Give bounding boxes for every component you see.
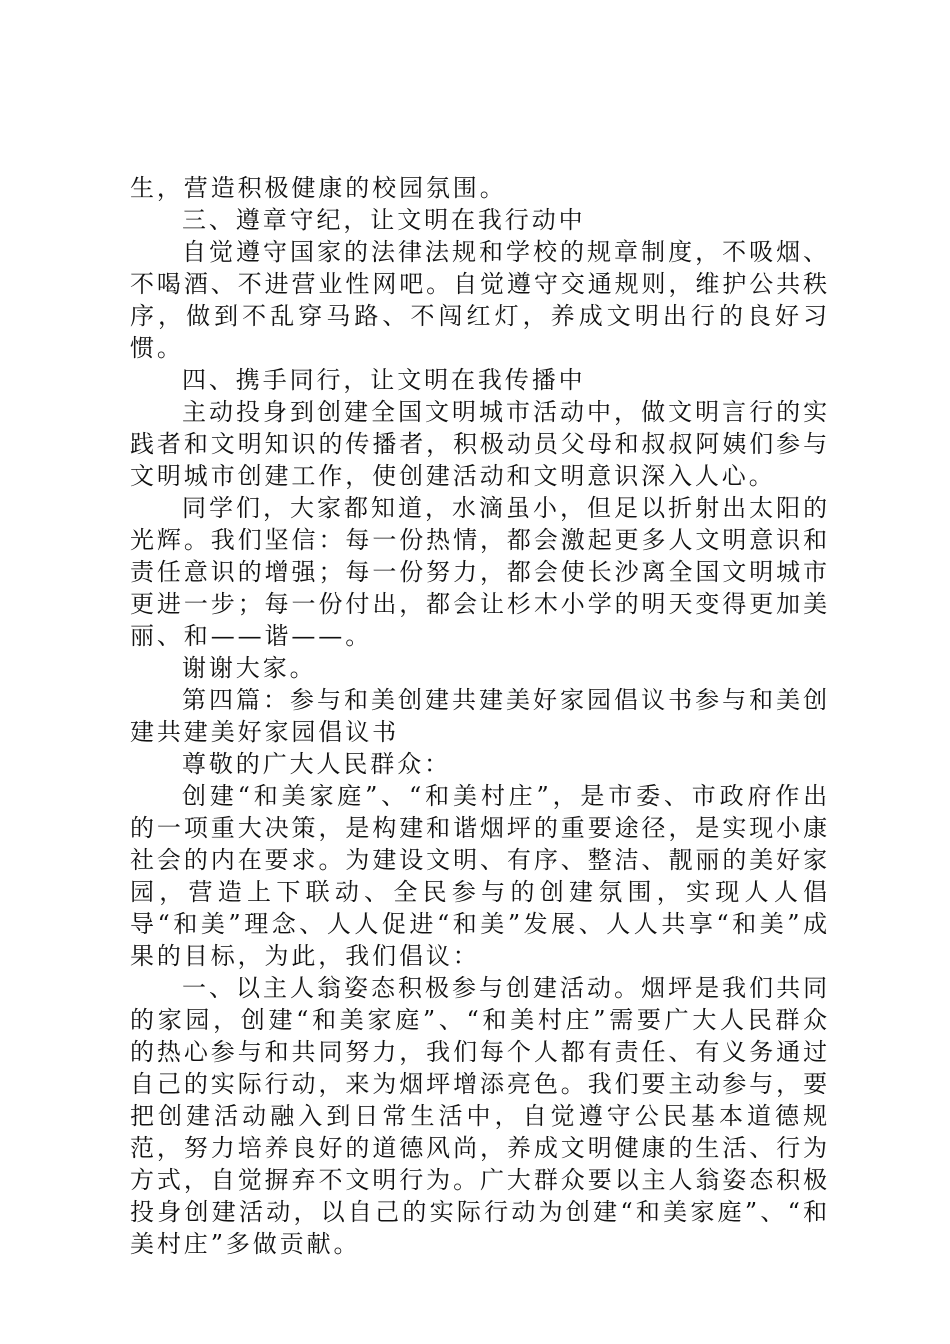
section-heading-three: 三、遵章守纪，让文明在我行动中 bbox=[182, 206, 586, 234]
paragraph-proposal-one: 一、以主人翁姿态积极参与创建活动。烟坪是我们共同的家园，创建“和美家庭”、“和美村庄”需要广大人民群众的热心参与和共同努力，我们每个人都有责任、有义务通过自己的实际行动，来为烟坪增添亮色。我们要主动参与，要把创建活动融入到日常生活中，自觉遵守公民基本道德规范，努力培养良好的道德风尚，养成文明健康的生活、行为方式，自觉摒弃不文明行为。广大群众要以主人翁姿态积极投身创建活动，以自己的实际行动为创建“和美家庭”、“和美村庄”多做贡献。 bbox=[130, 974, 830, 1258]
document-body bbox=[130, 172, 830, 1260]
paragraph-initiative-intro: 创建“和美家庭”、“和美村庄”，是市委、市政府作出的一项重大决策，是构建和谐烟坪的重要途径，是实现小康社会的内在要求。为建设文明、有序、整洁、靓丽的美好家园，营造上下联动、全民参与的创建氛围，实现人人倡导“和美”理念、人人促进“和美”发展、人人共享“和美”成果的目标，为此，我们倡议： bbox=[130, 782, 830, 970]
salutation: 尊敬的广大人民群众： bbox=[182, 750, 451, 778]
paragraph-thanks: 谢谢大家。 bbox=[182, 654, 317, 682]
article-four-title: 第四篇：参与和美创建共建美好家园倡议书参与和美创建共建美好家园倡议书 bbox=[130, 686, 830, 746]
paragraph-continuation: 生，营造积极健康的校园氛围。 bbox=[130, 174, 507, 202]
paragraph-obey-rules: 自觉遵守国家的法律法规和学校的规章制度，不吸烟、不喝酒、不进营业性网吧。自觉遵守交通规则，维护公共秩序，做到不乱穿马路、不闯红灯，养成文明出行的良好习惯。 bbox=[130, 238, 830, 362]
paragraph-spread-civility: 主动投身到创建全国文明城市活动中，做文明言行的实践者和文明知识的传播者，积极动员父母和叔叔阿姨们参与文明城市创建工作，使创建活动和文明意识深入人心。 bbox=[130, 398, 830, 490]
paragraph-closing-remarks: 同学们，大家都知道，水滴虽小，但足以折射出太阳的光辉。我们坚信：每一份热情，都会激起更多人文明意识和责任意识的增强；每一份努力，都会使长沙离全国文明城市更进一步；每一份付出，都会让杉木小学的明天变得更加美丽、和——谐——。 bbox=[130, 494, 830, 650]
section-heading-four: 四、携手同行，让文明在我传播中 bbox=[182, 366, 586, 394]
